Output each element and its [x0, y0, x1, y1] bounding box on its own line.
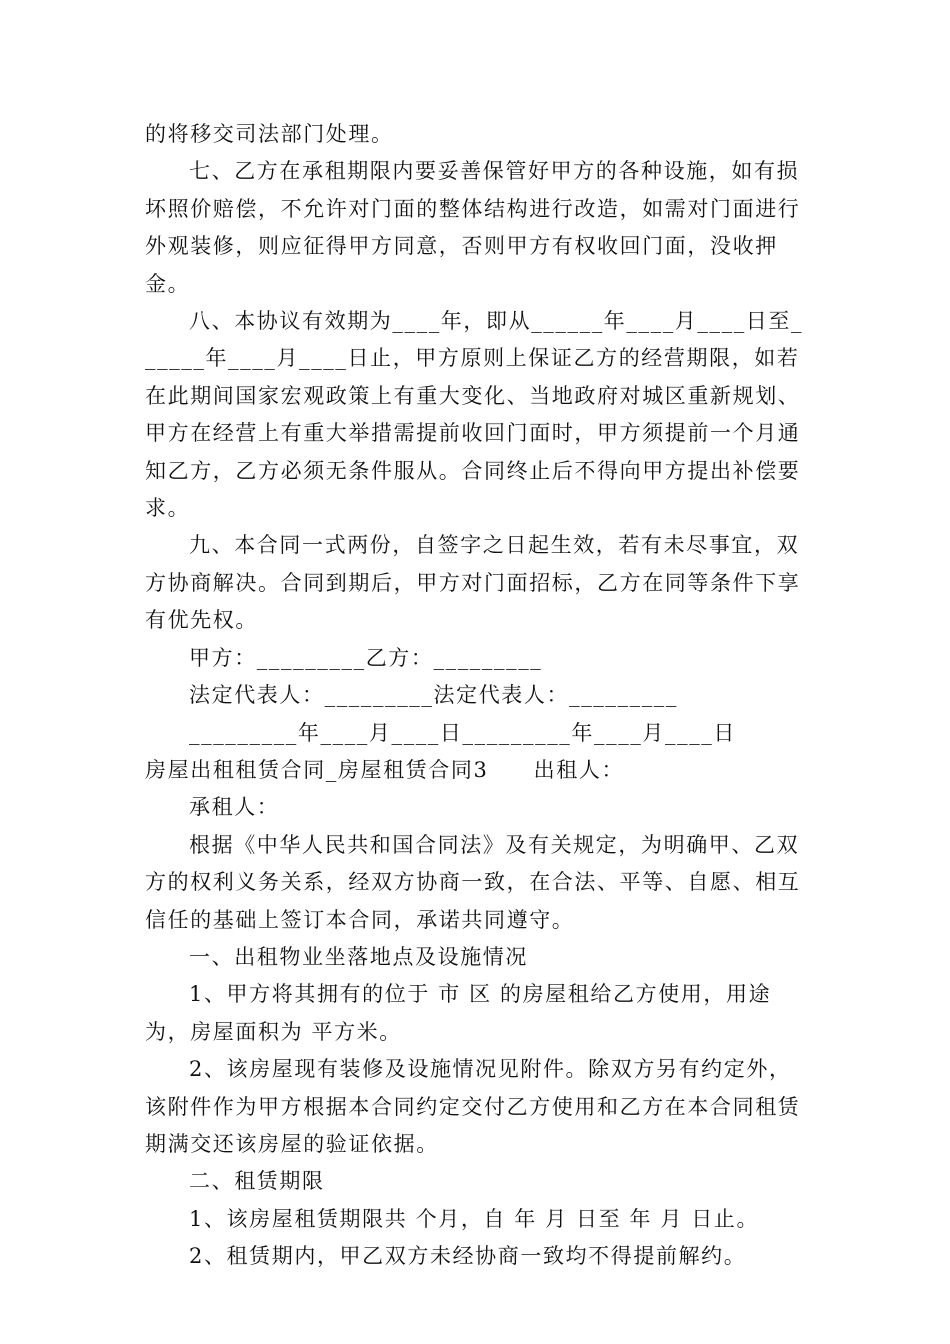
paragraph-clause-9: 九、本合同一式两份，自签字之日起生效，若有未尽事宜，双方协商解决。合同到期后，甲方对门面招标，乙方在同等条件下享有优先权。: [145, 533, 801, 633]
signature-parties-line: 甲方：_________乙方：_________: [189, 645, 543, 670]
section-heading-2: 二、租赁期限: [189, 1169, 325, 1194]
paragraph-clause-8: 八、本协议有效期为____年，即从______年____月____日至______年____月____日止，甲方原则上保证乙方的经营期限，如若在此期间国家宏观政策上有重大变化、当地政府对城区重新规划、甲方在经营上有重大举措需提前收回门面时，甲方须提前一个月通知乙方，乙方必须无条件服从。合同终止后不得向甲方提出补偿要求。: [145, 309, 804, 521]
paragraph-1-1: 1、甲方将其拥有的位于 市 区 的房屋租给乙方使用，用途为，房屋面积为 平方米。: [145, 982, 772, 1044]
paragraph-continuation: 的将移交司法部门处理。: [145, 122, 394, 146]
lessee-line: 承租人：: [189, 795, 280, 820]
paragraph-preamble: 根据《中华人民共和国合同法》及有关规定，为明确甲、乙双方的权利义务关系，经双方协商一致，在合法、平等、自愿、相互信任的基础上签订本合同，承诺共同遵守。: [145, 832, 801, 932]
section-heading-1: 一、出租物业坐落地点及设施情况: [189, 944, 528, 969]
contract-title-lessor-line: 房屋出租租赁合同_房屋租赁合同3 出租人：: [145, 757, 625, 782]
document-body: [145, 116, 810, 1276]
signature-date-line: _________年____月____日_________年____月____日: [189, 720, 736, 745]
paragraph-clause-7: 七、乙方在承租期限内要妥善保管好甲方的各种设施，如有损坏照价赔偿，不允许对门面的整体结构进行改造，如需对门面进行外观装修，则应征得甲方同意，否则甲方有权收回门面，没收押金。: [145, 159, 801, 296]
paragraph-2-2: 2、租赁期内，甲乙双方未经协商一致均不得提前解约。: [189, 1244, 747, 1269]
paragraph-1-2: 2、该房屋现有装修及设施情况见附件。除双方另有约定外，该附件作为甲方根据本合同约定交付乙方使用和乙方在本合同租赁期满交还该房屋的验证依据。: [145, 1057, 801, 1156]
paragraph-2-1: 1、该房屋租赁期限共 个月，自 年 月 日至 年 月 日止。: [189, 1206, 760, 1231]
legal-representative-line: 法定代表人：_________法定代表人：_________: [189, 683, 678, 708]
